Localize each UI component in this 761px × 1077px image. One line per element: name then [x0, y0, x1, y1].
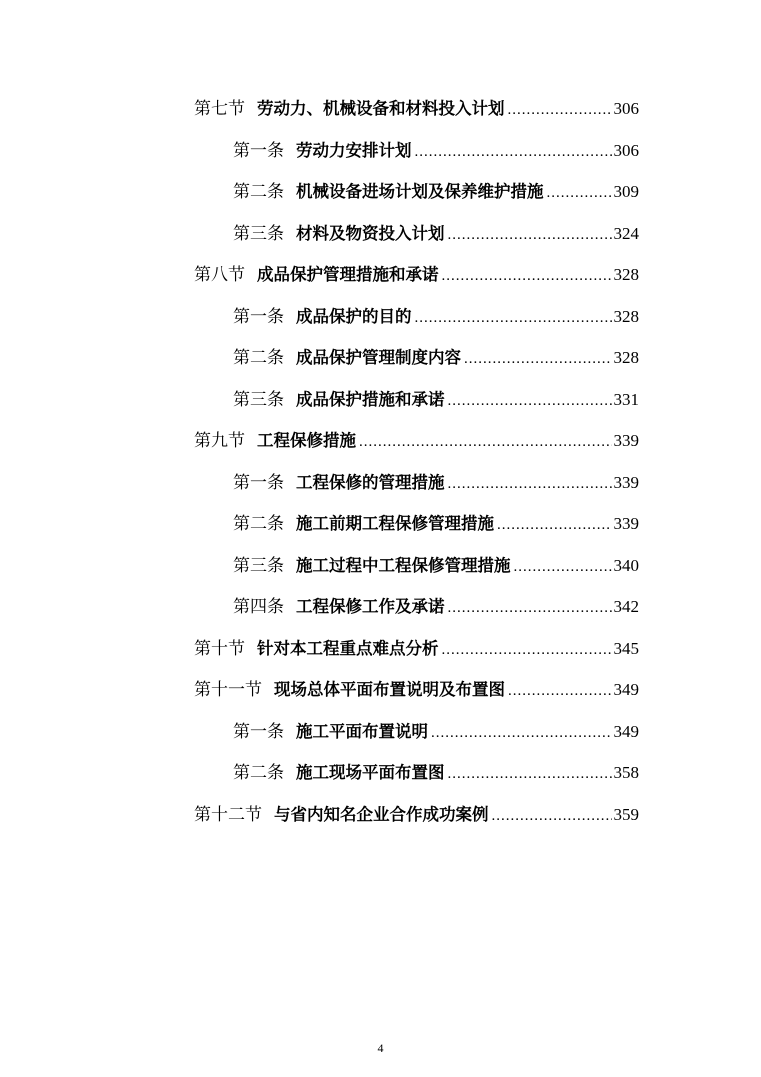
toc-entry[interactable] [233, 180, 639, 205]
toc-leader-dots [464, 347, 612, 371]
toc-entry-title: 机械设备进场计划及保养维护措施 [296, 182, 544, 201]
toc-entry-title: 工程保修的管理措施 [296, 472, 445, 492]
toc-entry-number: 第三条 [233, 389, 284, 410]
toc-entry-title: 工程保修工作及承诺 [296, 597, 445, 616]
toc-leader-dots [448, 223, 612, 247]
toc-entry[interactable] [194, 429, 639, 454]
toc-entry-title: 施工过程中工程保修管理措施 [296, 555, 511, 575]
toc-entry-number: 第四条 [233, 597, 284, 617]
toc-entry-number: 第十节 [194, 638, 245, 659]
toc-leader-dots [514, 555, 612, 579]
toc-entry[interactable] [233, 139, 639, 164]
toc-entry-number: 第八节 [194, 265, 245, 285]
toc-leader-dots [492, 804, 612, 828]
toc-entry-page: 349 [613, 721, 639, 741]
toc-entry[interactable] [233, 305, 639, 330]
toc-leader-dots [448, 596, 612, 620]
toc-entry-title: 施工前期工程保修管理措施 [296, 514, 494, 533]
toc-leader-dots [497, 513, 612, 537]
toc-entry-number: 第二条 [233, 182, 284, 202]
toc-entry-number: 第三条 [233, 555, 284, 576]
toc-entry-page: 328 [613, 265, 639, 284]
toc-entry-number: 第一条 [233, 721, 284, 742]
toc-leader-dots [359, 430, 612, 454]
toc-leader-dots [448, 472, 612, 496]
toc-entry[interactable] [233, 720, 639, 745]
toc-entry-page: 339 [613, 472, 639, 492]
toc-entry-number: 第十一节 [194, 680, 262, 700]
toc-entry[interactable] [194, 803, 639, 828]
toc-entry-number: 第一条 [233, 140, 284, 161]
toc-entry-title: 材料及物资投入计划 [296, 223, 445, 243]
toc-entry-page: 331 [613, 389, 639, 409]
toc-entry-page: 328 [613, 306, 639, 326]
toc-entry[interactable] [194, 678, 639, 703]
toc-entry-page: 306 [613, 99, 639, 118]
toc-entry-page: 342 [613, 597, 639, 616]
toc-entry[interactable] [233, 761, 639, 786]
toc-entry-number: 第十二节 [194, 804, 262, 825]
toc-entry-page: 345 [613, 638, 639, 658]
toc-entry-title: 成品保护管理制度内容 [296, 348, 461, 367]
toc-entry-page: 359 [613, 804, 639, 824]
toc-leader-dots [442, 264, 612, 288]
toc-entry-title: 针对本工程重点难点分析 [257, 638, 439, 658]
toc-entry-page: 358 [613, 763, 639, 782]
toc-entry-page: 328 [613, 348, 639, 367]
toc-entry[interactable] [233, 554, 639, 579]
toc-entry-page: 339 [613, 514, 639, 533]
toc-entry-page: 324 [613, 223, 639, 243]
toc-entry[interactable] [194, 97, 639, 122]
toc-entry-number: 第七节 [194, 99, 245, 119]
toc-leader-dots [431, 721, 612, 745]
toc-entry-number: 第二条 [233, 348, 284, 368]
toc-entry[interactable] [194, 263, 639, 288]
toc-entry-title: 劳动力、机械设备和材料投入计划 [257, 99, 505, 118]
toc-leader-dots [448, 762, 612, 786]
toc-entry[interactable] [233, 595, 639, 620]
toc-entry-title: 现场总体平面布置说明及布置图 [274, 680, 505, 699]
toc-entry-page: 349 [613, 680, 639, 699]
toc-leader-dots [508, 98, 612, 122]
toc-entry-page: 309 [613, 182, 639, 201]
toc-entry-title: 施工现场平面布置图 [296, 763, 445, 782]
toc-leader-dots [415, 306, 612, 330]
toc-entry-title: 成品保护的目的 [296, 306, 412, 326]
toc-leader-dots [415, 140, 612, 164]
toc-entry-title: 施工平面布置说明 [296, 721, 428, 741]
toc-entry-title: 工程保修措施 [257, 431, 356, 450]
toc-entry-page: 339 [613, 431, 639, 450]
toc-entry-title: 与省内知名企业合作成功案例 [274, 804, 489, 824]
toc-entry-number: 第九节 [194, 431, 245, 451]
toc-entry-title: 成品保护管理措施和承诺 [257, 265, 439, 284]
toc-entry-number: 第二条 [233, 763, 284, 783]
toc-leader-dots [508, 679, 612, 703]
toc-entry-number: 第三条 [233, 223, 284, 244]
toc-entry[interactable] [233, 512, 639, 537]
toc-entry-page: 306 [613, 140, 639, 160]
toc-entry[interactable] [233, 388, 639, 413]
toc-entry-number: 第一条 [233, 472, 284, 493]
toc-entry-page: 340 [613, 555, 639, 575]
toc-entry[interactable] [233, 471, 639, 496]
toc-entry-number: 第一条 [233, 306, 284, 327]
toc-entry-title: 劳动力安排计划 [296, 140, 412, 160]
toc-leader-dots [442, 638, 612, 662]
page-number: 4 [377, 1041, 384, 1055]
toc-entry[interactable] [233, 346, 639, 371]
toc-leader-dots [547, 181, 612, 205]
toc-entry-number: 第二条 [233, 514, 284, 534]
toc-entry[interactable] [233, 222, 639, 247]
toc-leader-dots [448, 389, 612, 413]
toc-entry-title: 成品保护措施和承诺 [296, 389, 445, 409]
toc-entry[interactable] [194, 637, 639, 662]
